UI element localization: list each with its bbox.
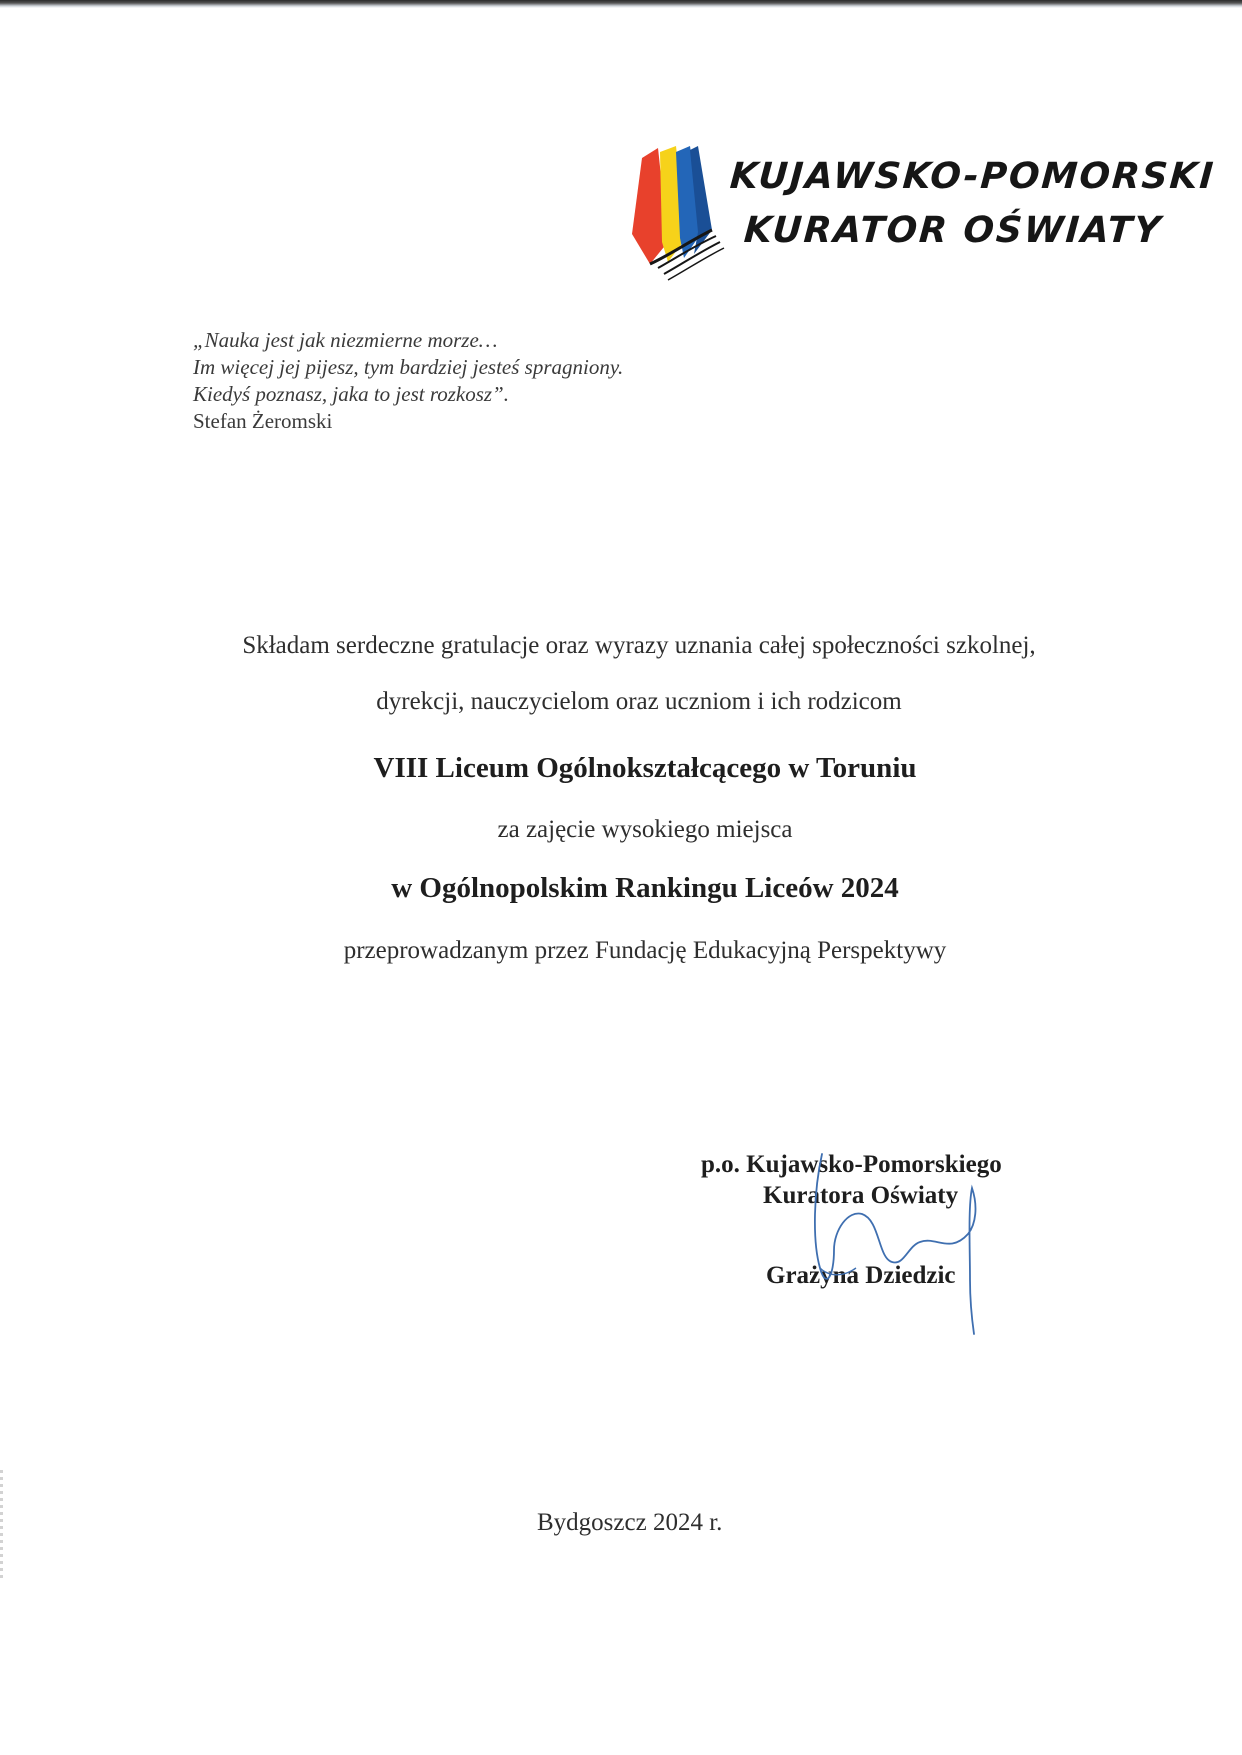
quote-line: Kiedyś poznasz, jaka to jest rozkosz”.: [193, 382, 509, 406]
quote-line: „Nauka jest jak niezmierne morze…: [193, 328, 498, 352]
place-and-date: Bydgoszcz 2024 r.: [537, 1509, 723, 1536]
congratulations-line-4: za zajęcie wysokiego miejsca: [497, 816, 793, 843]
signatory-title-1: p.o. Kujawsko-Pomorskiego: [701, 1151, 1002, 1178]
quote-line: Im więcej jej pijesz, tym bardziej jesteś spragniony.: [193, 355, 624, 379]
logo-text-line-1: KUJAWSKO-POMORSKI: [728, 156, 1217, 197]
school-name: VIII Liceum Ogólnokształcącego w Toruniu: [373, 752, 917, 784]
scan-left-edge: [0, 1470, 3, 1580]
scan-top-edge: [0, 0, 1242, 8]
quote-author: Stefan Żeromski: [193, 409, 333, 433]
books-logo-icon: [628, 146, 740, 284]
handwritten-signature: [800, 1150, 1000, 1335]
signatory-name: Grażyna Dziedzic: [766, 1262, 956, 1289]
signatory-title-2: Kuratora Oświaty: [763, 1182, 959, 1209]
congratulations-line-6: przeprowadzanym przez Fundację Edukacyjną Perspektywy: [343, 937, 947, 964]
ranking-name: w Ogólnopolskim Rankingu Liceów 2024: [391, 872, 899, 904]
logo-text-line-2: KURATOR OŚWIATY: [742, 210, 1164, 251]
kuratorium-logo: [628, 146, 1217, 286]
quote: [193, 327, 623, 435]
congratulations-line-2: dyrekcji, nauczycielom oraz uczniom i ich rodzicom: [376, 688, 902, 715]
congratulations-line-1: Składam serdeczne gratulacje oraz wyrazy uznania całej społeczności szkolnej,: [242, 632, 1036, 659]
